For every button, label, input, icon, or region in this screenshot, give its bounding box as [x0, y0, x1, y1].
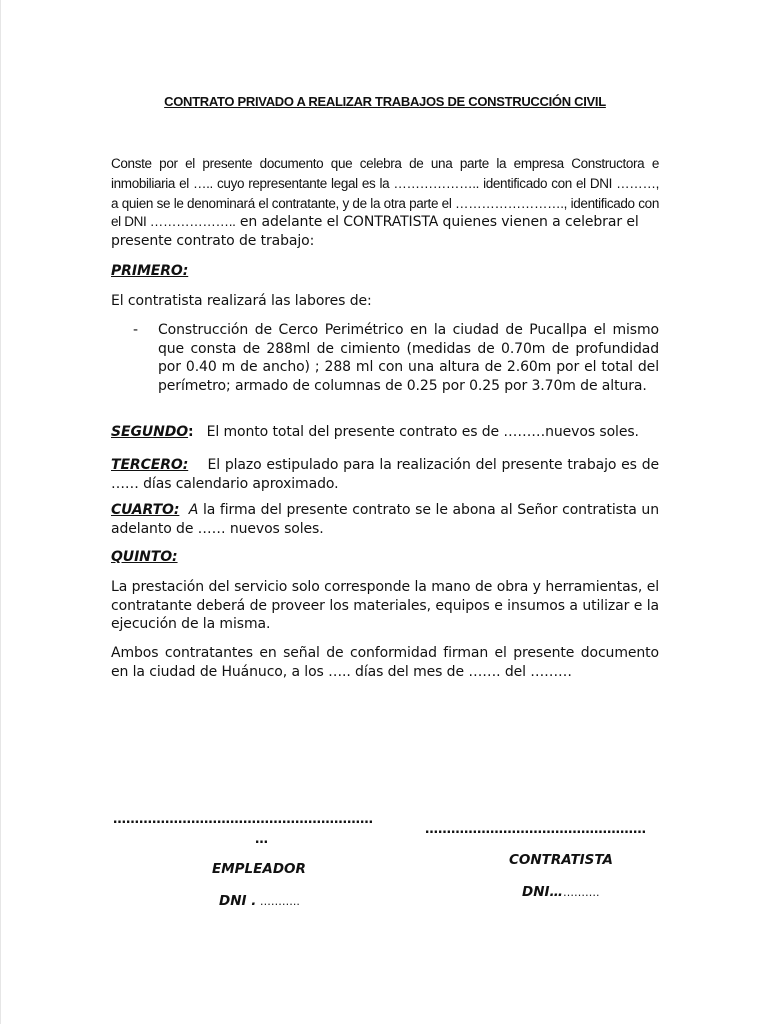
tercero-heading: TERCERO: — [111, 457, 189, 473]
contractor-dni-dots: ………. — [563, 886, 600, 899]
employer-signature-line — [113, 812, 413, 827]
primero-heading — [111, 262, 659, 281]
intro-line-5: presente contrato de trabajo: — [111, 233, 315, 249]
closing-paragraph: Ambos contratantes en señal de conformidad firman el presente documento en la ciudad de Huánuco, a los ….. días del mes de ……. del ……… — [111, 645, 659, 680]
cuarto-lead: A — [179, 502, 199, 518]
contractor-dni-label: DNI… — [522, 884, 564, 900]
segundo-colon: : — [188, 424, 194, 440]
intro-line-1: Conste por el presente documento que celebra de una parte la empresa Constructora e — [111, 156, 659, 171]
primero-heading-label: PRIMERO: — [111, 263, 189, 279]
tercero-text: El plazo estipulado para la realización del presente trabajo es de …… días calendario aproximado. — [111, 457, 664, 492]
contractor-signature-line: …………………………………………… — [425, 822, 646, 837]
employer-label: EMPLEADOR — [212, 861, 306, 877]
intro-line-2: inmobiliaria el ….. cuyo representante legal es la ……………….. identificado con el DNI ………, — [111, 176, 659, 191]
employer-dni — [219, 893, 300, 909]
contractor-dni — [522, 884, 600, 900]
intro-dni-text: el DNI ……………….. — [111, 214, 236, 229]
cuarto-clause — [111, 501, 664, 538]
tercero-clause — [111, 456, 664, 493]
cuarto-text: la firma del presente contrato se le abona al Señor contratista un adelanto de …… nuevos soles. — [111, 502, 664, 537]
intro-paragraph — [111, 154, 659, 214]
segundo-heading: SEGUNDO — [111, 424, 189, 440]
quinto-text: La prestación del servicio solo corresponde la mano de obra y herramientas, el contratante deberá de proveer los materiales, equipos e insumos a utilizar e la ejecución de la misma. — [111, 579, 659, 632]
employer-signature-dots: …………………………………………………… — [113, 812, 373, 827]
employer-signature-line-cont: … — [255, 832, 268, 847]
contract-title: CONTRATO PRIVADO A REALIZAR TRABAJOS DE CONSTRUCCIÓN CIVIL — [164, 94, 606, 109]
segundo-clause — [111, 423, 659, 442]
bullet-text: Construcción de Cerco Perimétrico en la ciudad de Pucallpa el mismo que consta de 288ml de cimiento (medidas de 0.70m de profundidad por 0.40 m de ancho) ; 288 ml con una altura de 2.60m por el total del perímetro; armado de columnas de 0.25 por 0.25 por 3.70m de altura. — [158, 322, 659, 394]
intro-line-3: a quien se le denominará el contratante, y de la otra parte el ……………………., identificado con — [111, 196, 659, 211]
intro-contractor-text: en adelante el CONTRATISTA quienes vienen a celebrar el — [235, 214, 639, 230]
primero-bullet-item — [111, 321, 659, 395]
quinto-heading-label: QUINTO: — [111, 549, 178, 565]
segundo-text: El monto total del presente contrato es de ………nuevos soles. — [193, 424, 639, 440]
quinto-heading — [111, 548, 659, 567]
intro-line-4 — [111, 213, 659, 232]
primero-text: El contratista realizará las labores de: — [111, 293, 372, 309]
contractor-label: CONTRATISTA — [509, 852, 614, 868]
bullet-dash: - — [133, 322, 138, 338]
cuarto-heading: CUARTO: — [111, 502, 180, 518]
employer-dni-label: DNI . — [219, 893, 257, 909]
employer-dni-dots: ……….. — [256, 895, 300, 908]
